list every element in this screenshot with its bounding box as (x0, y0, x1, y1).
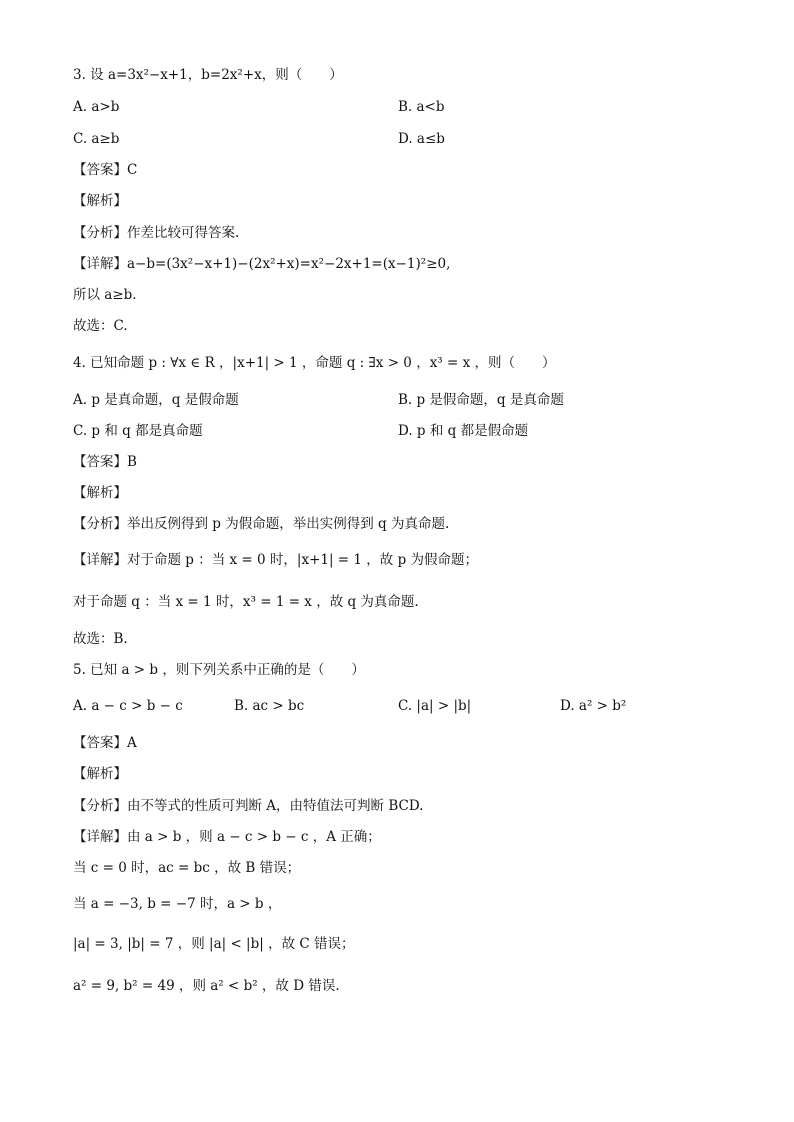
q5-xiangjie: 【详解】由 a > b ，则 a − c > b − c ，A 正确； (73, 829, 381, 845)
q3-analysis-heading: 【解析】 (73, 193, 127, 209)
q5-option-a: A. a − c > b − c (73, 698, 183, 714)
q4-answer: 【答案】B (73, 454, 137, 470)
q5-case-abs: |a| = 3, |b| = 7 ，则 |a| < |b| ，故 C 错误； (73, 936, 355, 952)
q5-option-d: D. a² > b² (560, 698, 627, 714)
q4-option-d: D. p 和 q 都是假命题 (398, 423, 529, 439)
q4-analysis-heading: 【解析】 (73, 485, 127, 501)
q3-conclusion: 所以 a≥b. (73, 287, 137, 303)
q5-answer: 【答案】A (73, 735, 137, 751)
q4-xiangjie-q: 对于命题 q ：当 x = 1 时，x³ = 1 = x ，故 q 为真命题. (73, 594, 419, 610)
q5-option-c: C. |a| > |b| (398, 698, 472, 714)
q5-fenxi: 【分析】由不等式的性质可判断 A，由特值法可判断 BCD. (73, 798, 424, 814)
q5-case-a-b: 当 a = −3, b = −7 时，a > b ， (73, 896, 282, 912)
q5-option-b: B. ac > bc (234, 698, 305, 714)
q5-case-square: a² = 9, b² = 49 ，则 a² < b² ，故 D 错误. (73, 978, 340, 994)
q3-option-b: B. a<b (398, 99, 445, 115)
q3-option-d: D. a≤b (398, 131, 445, 147)
q5-analysis-heading: 【解析】 (73, 766, 127, 782)
q4-fenxi: 【分析】举出反例得到 p 为假命题，举出实例得到 q 为真命题. (73, 516, 450, 532)
q5-case-c: 当 c = 0 时，ac = bc ，故 B 错误； (73, 860, 301, 876)
q4-option-a: A. p 是真命题，q 是假命题 (73, 392, 239, 408)
q3-fenxi: 【分析】作差比较可得答案. (73, 225, 240, 241)
q4-option-c: C. p 和 q 都是真命题 (73, 423, 203, 439)
q3-option-a: A. a>b (73, 99, 120, 115)
q3-answer: 【答案】C (73, 162, 138, 178)
q3-stem: 3. 设 a=3x²−x+1，b=2x²+x，则（ ） (73, 67, 343, 83)
q3-choose: 故选：C. (73, 318, 128, 334)
q4-option-b: B. p 是假命题，q 是真命题 (398, 392, 564, 408)
q5-stem: 5. 已知 a > b ，则下列关系中正确的是（ ） (73, 662, 365, 678)
q4-stem: 4. 已知命题 p : ∀x ∈ R ，|x+1| > 1 ，命题 q : ∃x > 0 ，x³ = x ，则（ ） (73, 355, 556, 371)
q3-xiangjie: 【详解】a−b=(3x²−x+1)−(2x²+x)=x²−2x+1=(x−1)²≥0, (73, 256, 451, 272)
q3-option-c: C. a≥b (73, 131, 120, 147)
q4-choose: 故选：B. (73, 631, 128, 647)
q4-xiangjie: 【详解】对于命题 p ：当 x = 0 时，|x+1| = 1 ，故 p 为假命题； (73, 552, 479, 568)
